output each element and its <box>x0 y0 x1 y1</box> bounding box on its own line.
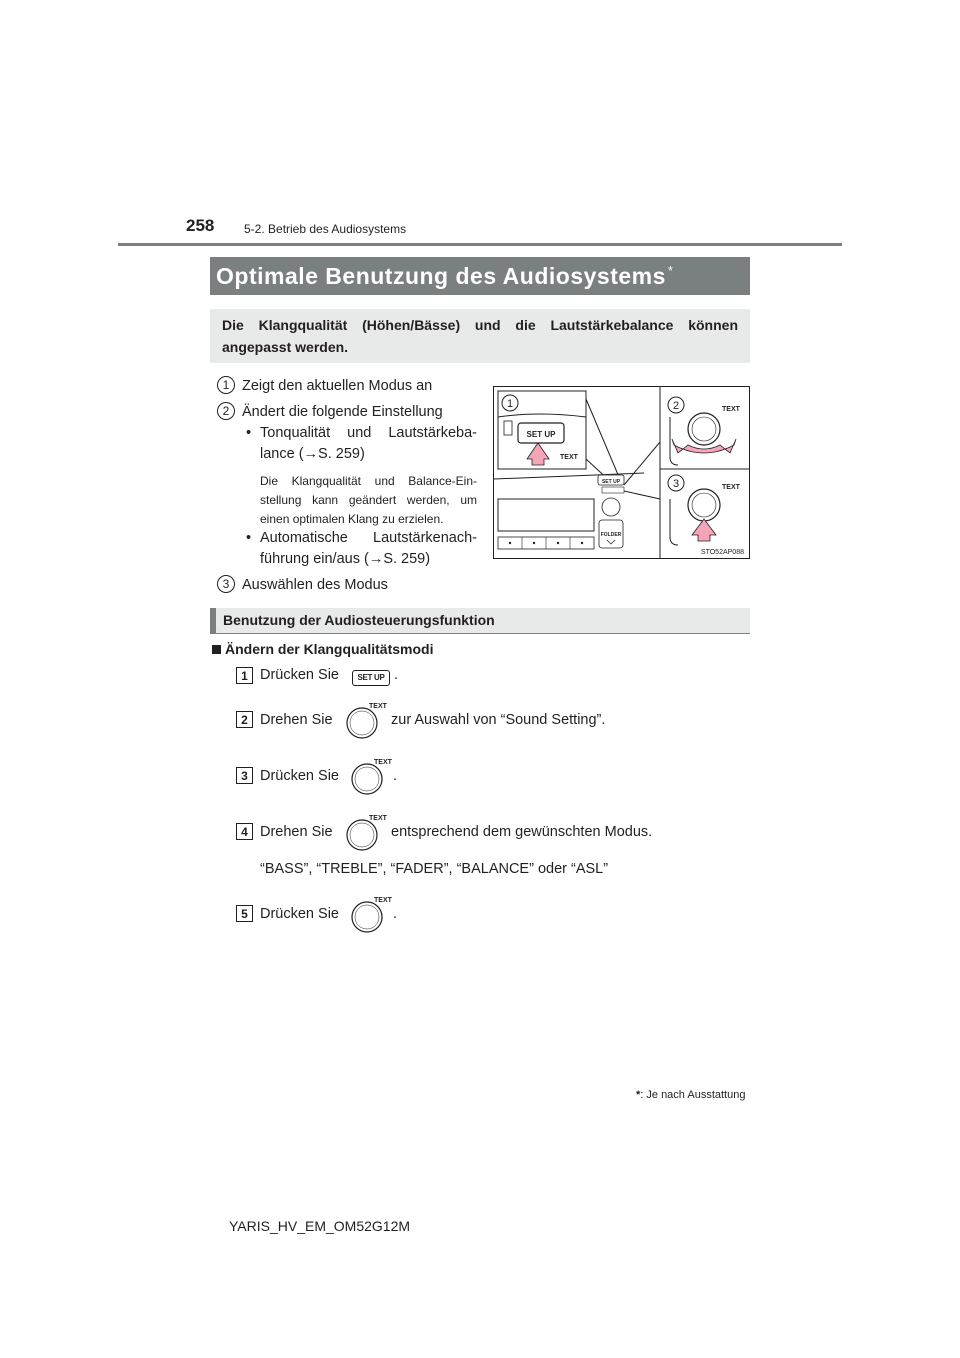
figure-code: STO52AP088 <box>700 549 744 556</box>
title-footnote-marker: * <box>667 262 674 278</box>
bullet-marker: • <box>246 530 252 546</box>
setup-button-label-small: SET UP <box>601 479 621 485</box>
bullet-2-line-2: führung ein/aus (→S. 259) <box>260 551 431 567</box>
step-3-text-before: Drücken Sie <box>260 768 339 784</box>
bullet-marker: • <box>246 425 252 441</box>
step-number-3: 3 <box>236 767 253 784</box>
step-5-text-after: . <box>393 906 398 922</box>
figure-callout-2: 2 <box>672 400 680 412</box>
callout-text-2: Ändert die folgende Einstellung <box>242 404 443 420</box>
figure-callout-3: 3 <box>672 478 680 490</box>
step-number-5: 5 <box>236 905 253 922</box>
step-2-text-before: Drehen Sie <box>260 712 333 728</box>
step-2-text-after: zur Auswahl von “Sound Setting”. <box>391 712 606 728</box>
tune-knob-icon <box>347 759 391 795</box>
bullet-note-line-2: stellung kann geändert werden, um <box>260 493 477 507</box>
page-title <box>210 257 750 295</box>
callout-number-3: 3 <box>217 575 235 593</box>
bullet-1-line-1: Tonqualität und Lautstärkeba- <box>260 425 477 441</box>
step-number-2: 2 <box>236 711 253 728</box>
step-4-text-before: Drehen Sie <box>260 824 333 840</box>
callout-number-2: 2 <box>217 402 235 420</box>
callout-text-3: Auswählen des Modus <box>242 577 388 593</box>
setup-button-icon: SET UP <box>352 670 390 686</box>
step-5-text-before: Drücken Sie <box>260 906 339 922</box>
procedure-heading: Ändern der Klangqualitätsmodi <box>225 641 434 657</box>
step-3-text-after: . <box>393 768 398 784</box>
page-title-text: Optimale Benutzung des Audiosystems <box>216 262 666 289</box>
document-code: YARIS_HV_EM_OM52G12M <box>229 1218 411 1234</box>
audio-panel-drawing <box>494 387 749 558</box>
step-4-text-after: entsprechend dem gewünschten Modus. <box>391 824 653 840</box>
tune-knob-label: TEXT <box>374 759 392 766</box>
callout-number-1: 1 <box>217 376 235 394</box>
section-label: 5-2. Betrieb des Audiosystems <box>244 222 407 236</box>
bullet-note-line-3: einen optimalen Klang zu erzielen. <box>260 512 444 526</box>
header-divider <box>118 243 842 246</box>
tune-knob-icon <box>347 897 391 933</box>
page-number: 258 <box>186 216 215 235</box>
step-1-text-after: . <box>394 667 399 683</box>
step-1-text-before: Drücken Sie <box>260 667 339 683</box>
tune-knob-icon <box>342 703 386 739</box>
square-bullet <box>212 645 221 654</box>
figure-text-label-press: TEXT <box>722 484 740 491</box>
folder-button-label: FOLDER <box>600 532 622 538</box>
audio-panel-illustration <box>493 386 750 559</box>
step-number-1: 1 <box>236 667 253 684</box>
footnote-text: : Je nach Ausstattung <box>640 1089 746 1101</box>
tune-knob-label: TEXT <box>369 815 387 822</box>
subsection-heading: Benutzung der Audiosteuerungsfunktion <box>210 608 750 634</box>
tune-knob-icon <box>342 815 386 851</box>
bullet-1-line-2: lance (→S. 259) <box>260 446 365 462</box>
step-number-4: 4 <box>236 823 253 840</box>
figure-callout-1: 1 <box>506 398 514 410</box>
intro-text: Die Klangqualität (Höhen/Bässe) und die Lautstärkebalance können angepasst werden. <box>210 309 750 363</box>
callout-text-1: Zeigt den aktuellen Modus an <box>242 378 433 394</box>
figure-text-label-rotate: TEXT <box>722 406 740 413</box>
footnote <box>636 1089 745 1101</box>
bullet-note-line-1: Die Klangqualität und Balance-Ein- <box>260 474 477 488</box>
setup-button-label: SET UP <box>526 430 556 439</box>
bullet-2-line-1: Automatische Lautstärkenach- <box>260 530 477 546</box>
tune-knob-label: TEXT <box>369 703 387 710</box>
tune-knob-label: TEXT <box>374 897 392 904</box>
modes-note: “BASS”, “TREBLE”, “FADER”, “BALANCE” oder “ASL” <box>260 861 609 877</box>
footnote-marker: * <box>636 1089 641 1101</box>
figure-text-label-zoom: TEXT <box>560 454 578 461</box>
